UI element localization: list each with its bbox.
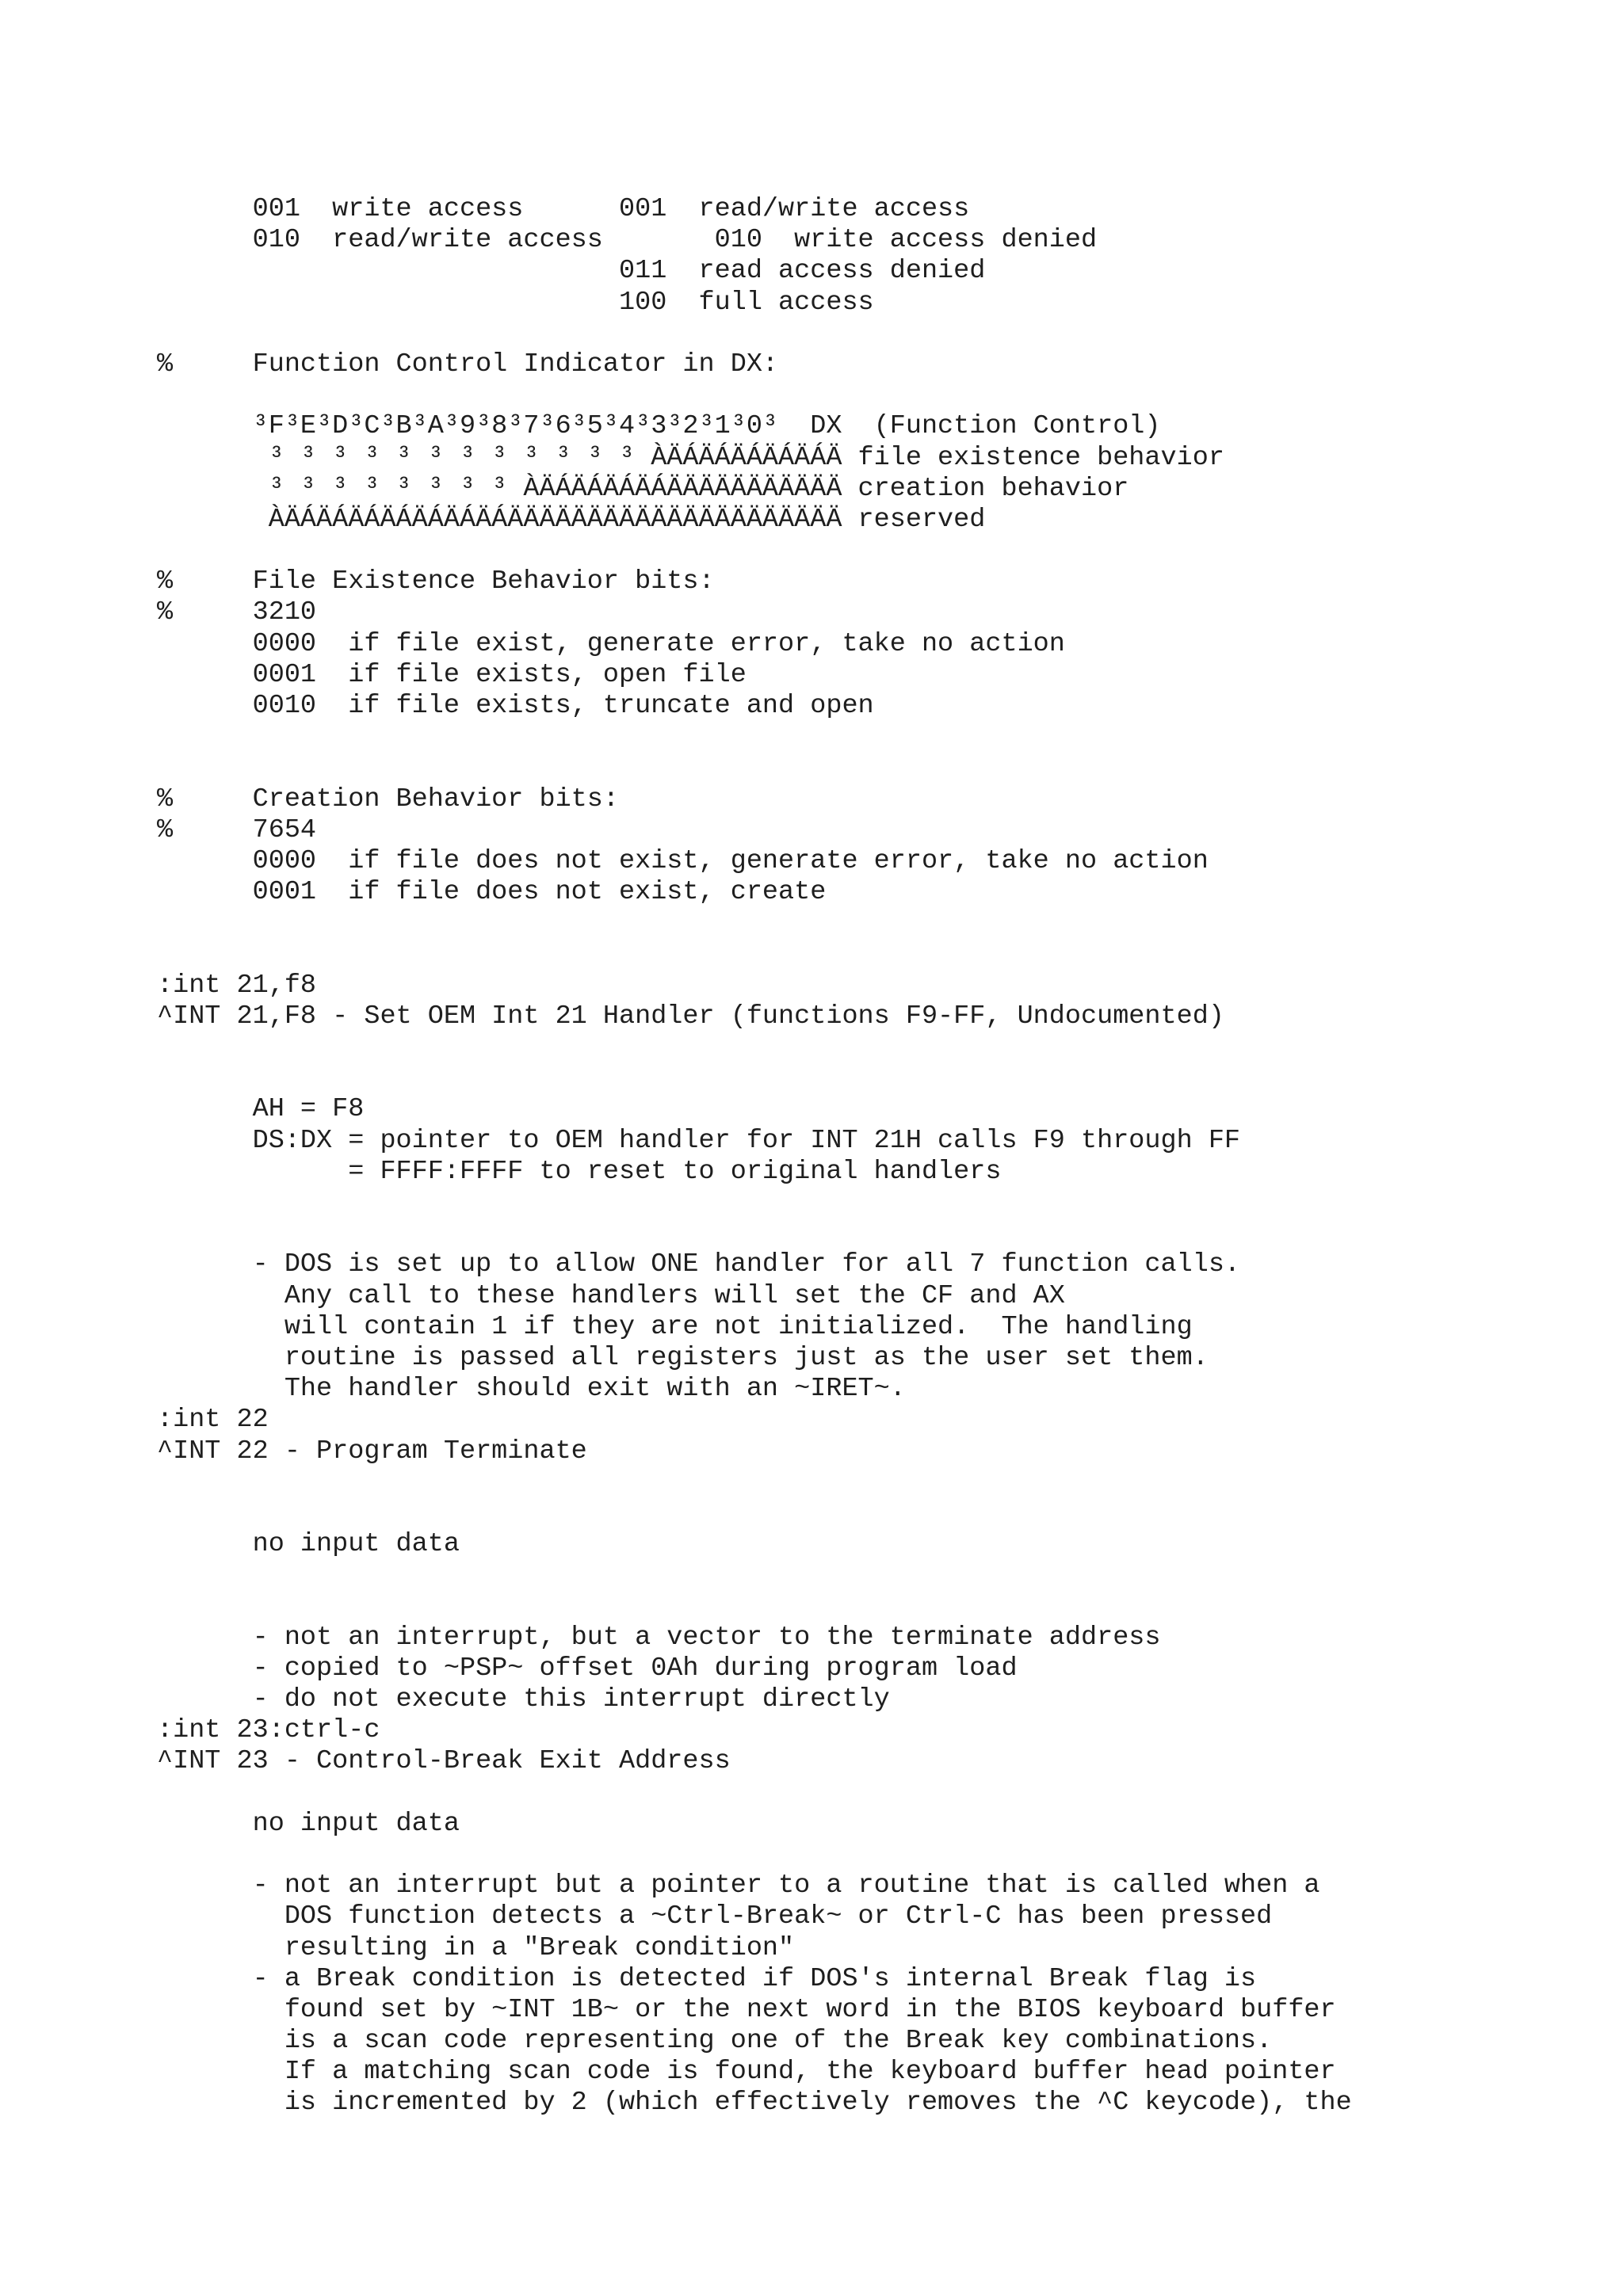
text-line: 0001 if file exists, open file	[157, 659, 747, 690]
text-line: AH = F8	[157, 1094, 365, 1125]
text-line: - DOS is set up to allow ONE handler for all 7 function calls.	[157, 1249, 1241, 1280]
text-line: - a Break condition is detected if DOS's internal Break flag is	[157, 1963, 1257, 1994]
text-line	[157, 1188, 1352, 1219]
text-line: % File Existence Behavior bits:	[157, 566, 715, 597]
text-line: 011 read access denied	[157, 256, 986, 287]
text-line: will contain 1 if they are not initialized. The handling	[157, 1311, 1193, 1342]
text-line: - do not execute this interrupt directly	[157, 1684, 890, 1714]
text-line: = FFFF:FFFF to reset to original handlers	[157, 1156, 1002, 1187]
text-line	[157, 722, 1352, 753]
text-line: % 3210	[157, 597, 317, 628]
text-line: ³ ³ ³ ³ ³ ³ ³ ³ ³ ³ ³ ³ ÀÄÁÄÁÄÁÄÁÄÁÄ file existence behavior	[157, 442, 1224, 473]
text-line: 100 full access	[157, 287, 874, 318]
text-line: 0000 if file does not exist, generate error, take no action	[157, 845, 1209, 876]
text-line	[157, 536, 1352, 566]
text-line: 001 write access 001 read/write access	[157, 194, 970, 224]
text-line: The handler should exit with an ~IRET~.	[157, 1374, 906, 1405]
text-line: Any call to these handlers will set the CF and AX	[157, 1280, 1065, 1311]
text-line	[157, 1467, 1352, 1498]
text-line	[157, 1591, 1352, 1622]
text-line	[157, 380, 1352, 411]
text-line	[157, 1778, 1352, 1809]
text-line: is incremented by 2 (which effectively removes the ^C keycode), the	[157, 2088, 1352, 2119]
text-line: ^INT 23 - Control-Break Exit Address	[157, 1746, 731, 1777]
text-line	[157, 1063, 1352, 1094]
text-line: 010 read/write access 010 write access denied	[157, 225, 1098, 256]
text-line	[157, 1498, 1352, 1529]
text-line	[157, 753, 1352, 784]
text-line: no input data	[157, 1529, 460, 1560]
document-text	[157, 194, 1352, 2119]
text-line: is a scan code representing one of the Break key combinations.	[157, 2026, 1273, 2057]
text-line: no input data	[157, 1808, 460, 1839]
text-line	[157, 940, 1352, 971]
text-line: ÀÄÁÄÁÄÁÄÁÄÁÄÁÄÁÄÄÄÄÄÄÄÄÄÄÄÄÄÄÄÄÄÄÄÄÄ reserved	[157, 504, 986, 535]
text-line	[157, 1032, 1352, 1063]
text-line: resulting in a "Break condition"	[157, 1932, 795, 1963]
text-line: % Function Control Indicator in DX:	[157, 349, 779, 379]
text-line: % 7654	[157, 814, 317, 845]
text-line: 0000 if file exist, generate error, take no action	[157, 628, 1065, 659]
text-line: ³ ³ ³ ³ ³ ³ ³ ³ ÀÄÁÄÁÄÁÄÁÄÄÄÄÄÄÄÄÄÄÄ creation behavior	[157, 473, 1129, 504]
text-line	[157, 1840, 1352, 1871]
text-line: - not an interrupt but a pointer to a routine that is called when a	[157, 1871, 1320, 1901]
text-line: - not an interrupt, but a vector to the terminate address	[157, 1622, 1161, 1653]
text-line: :int 22	[157, 1405, 269, 1436]
text-line: :int 23:ctrl-c	[157, 1715, 380, 1746]
text-line: - copied to ~PSP~ offset 0Ah during program load	[157, 1653, 1018, 1684]
text-line	[157, 908, 1352, 939]
text-line: % Creation Behavior bits:	[157, 784, 619, 814]
text-line	[157, 1560, 1352, 1591]
text-line: ^INT 22 - Program Terminate	[157, 1436, 587, 1466]
text-line	[157, 1219, 1352, 1249]
text-line: routine is passed all registers just as the user set them.	[157, 1342, 1209, 1373]
text-line	[157, 318, 1352, 349]
text-line: 0001 if file does not exist, create	[157, 877, 827, 908]
text-line: found set by ~INT 1B~ or the next word in the BIOS keyboard buffer	[157, 1994, 1336, 2025]
text-line: :int 21,f8	[157, 970, 317, 1001]
text-line: ^INT 21,F8 - Set OEM Int 21 Handler (functions F9-FF, Undocumented)	[157, 1001, 1224, 1032]
text-line: DOS function detects a ~Ctrl-Break~ or Ctrl-C has been pressed	[157, 1901, 1273, 1932]
text-line: ³F³E³D³C³B³A³9³8³7³6³5³4³3³2³1³0³ DX (Function Control)	[157, 411, 1161, 442]
text-line: DS:DX = pointer to OEM handler for INT 21H calls F9 through FF	[157, 1125, 1241, 1156]
text-line: 0010 if file exists, truncate and open	[157, 691, 874, 721]
text-line: If a matching scan code is found, the keyboard buffer head pointer	[157, 2057, 1336, 2088]
